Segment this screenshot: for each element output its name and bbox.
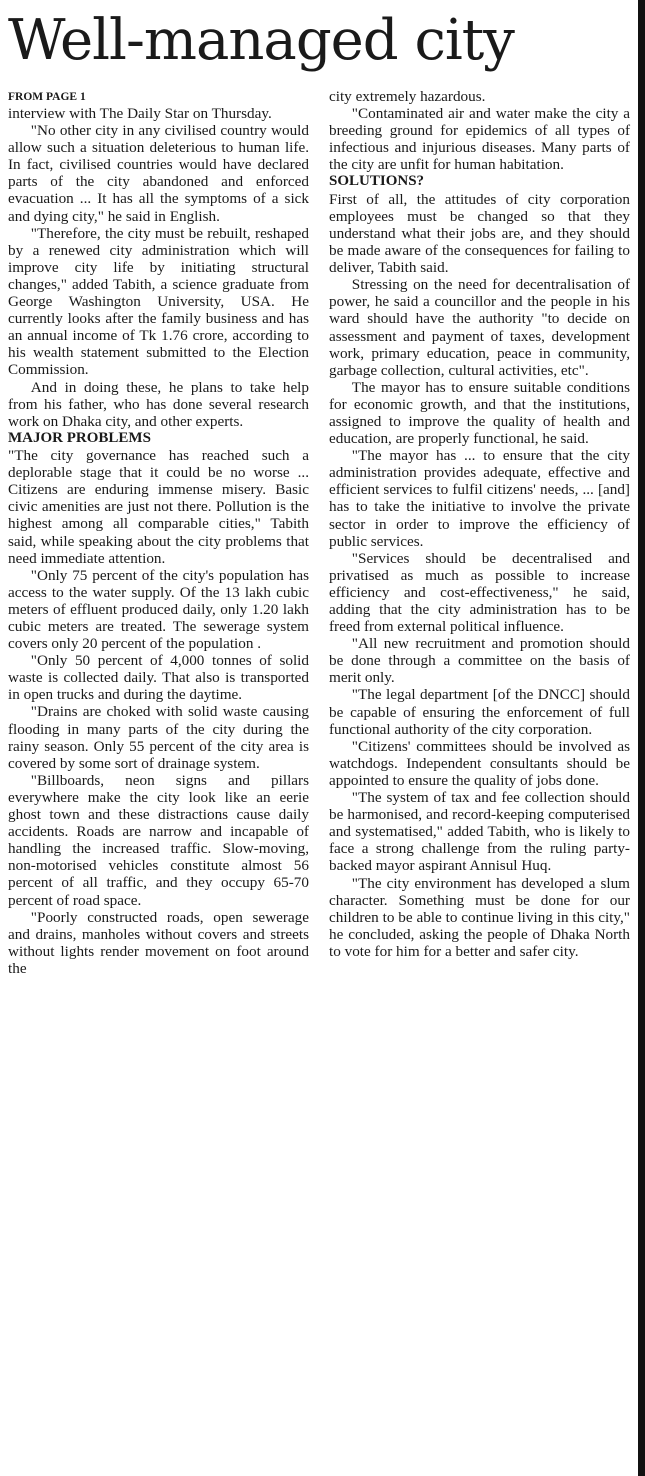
article-paragraph: The mayor has to ensure suitable conditions for economic growth, and that the institutions, assigned to improve the quality of health and education, are properly functional, he said. [329, 378, 630, 448]
article-paragraph: "Billboards, neon signs and pillars everywhere make the city look like an eerie ghost town and these distractions cause daily accidents. Roads are narrow and incapable of handling the increased traffic. Slow-moving, non-motorised vehicles constitute almost 56 percent of all traffic, and they occupy 65-70 percent of road space. [8, 771, 309, 909]
article-paragraph: "The legal department [of the DNCC] should be capable of ensuring the enforcement of full functional authority of the city corporation. [329, 686, 630, 738]
article-paragraph: "Citizens' committees should be involved as watchdogs. Independent consultants should be appointed to ensure the quality of jobs done. [329, 737, 630, 789]
article-paragraph: "Drains are choked with solid waste causing flooding in many parts of the city during the rainy season. Only 55 percent of the city area is covered by some sort of drainage system. [8, 703, 309, 772]
article-paragraph: interview with The Daily Star on Thursday. [8, 105, 272, 122]
article-paragraph: Stressing on the need for decentralisation of power, he said a councillor and the people in his ward should have the authority "to decide on assessment and payment of taxes, development work, primary education, peace in community, garbage collection, cultural activities, etc". [329, 276, 630, 379]
section-subhead: SOLUTIONS? [329, 173, 425, 190]
article-paragraph: First of all, the attitudes of city corporation employees must be changed so that they understand what their jobs are, and they should be made aware of the consequences for failing to deliver, Tabith said. [329, 190, 630, 277]
article-paragraph: "The city environment has developed a slum character. Something must be done for our children to be able to continue living in this city," he concluded, asking the people of Dhaka North to vote for him for a better and safer city. [329, 874, 630, 960]
article-paragraph: "Poorly constructed roads, open sewerage and drains, manholes without covers and streets without lights render movement on foot around the [8, 908, 309, 977]
article-paragraph: "The mayor has ... to ensure that the city administration provides adequate, effective and efficient services to fulfil citizens' needs, ... [and] has to take the initiative to involve the private sector in order to improve the efficiency of public services. [329, 447, 630, 550]
article-paragraph: "Therefore, the city must be rebuilt, reshaped by a renewed city administration which will improve city life by initiating structural changes," added Tabith, a science graduate from George Washington University, USA. He currently looks after the family business and has an annual income of Tk 1.76 crore, according to his wealth statement submitted to the Election Commission. [8, 224, 309, 379]
article-paragraph: "The city governance has reached such a deplorable stage that it could be no worse ... Citizens are enduring immense misery. Basic civic amenities are just not there. Pollution is the highest among all comparable cities," Tabith said, while speaking about the city problems that need immediate attention. [8, 447, 309, 567]
headline: Well-managed city [8, 8, 514, 73]
page-edge-rule [638, 0, 645, 1476]
article-paragraph: "Contaminated air and water make the city a breeding ground for epidemics of all types of infectious and injurious diseases. Many parts of the city are unfit for human habitation. [329, 105, 630, 174]
article-paragraph: "The system of tax and fee collection should be harmonised, and record-keeping computerised and systematised," added Tabith, who is likely to face a strong challenge from the ruling party-backed mayor aspirant Annisul Huq. [329, 789, 630, 875]
article-paragraph: city extremely hazardous. [329, 88, 486, 105]
article-paragraph: And in doing these, he plans to take help from his father, who has done several research work on Dhaka city, and other experts. [8, 378, 309, 430]
right-column-body [329, 88, 630, 960]
article-column-right [329, 88, 630, 960]
article-paragraph: "All new recruitment and promotion should be done through a committee on the basis of merit only. [329, 635, 630, 687]
article-column-left [8, 90, 309, 977]
section-subhead: MAJOR PROBLEMS [8, 429, 151, 446]
article-paragraph: "Only 50 percent of 4,000 tonnes of solid waste is collected daily. That also is transported in open trucks and during the daytime. [8, 652, 309, 704]
left-column-body [8, 105, 309, 977]
article-paragraph: "Services should be decentralised and privatised as much as possible to increase efficiency and cost-effectiveness," he said, adding that the city administration has to be freed from external political influence. [329, 549, 630, 636]
article-paragraph: "Only 75 percent of the city's population has access to the water supply. Of the 13 lakh cubic meters of effluent produced daily, only 1.20 lakh cubic meters are treated. The sewerage system covers only 20 percent of the population . [8, 566, 309, 653]
continued-from-label: FROM PAGE 1 [8, 91, 86, 103]
article-paragraph: "No other city in any civilised country would allow such a situation deleterious to human life. In fact, civilised countries would have declared parts of the city abandoned and enforced evacuation ... It has all the symptoms of a sick and dying city," he said in English. [8, 122, 309, 225]
